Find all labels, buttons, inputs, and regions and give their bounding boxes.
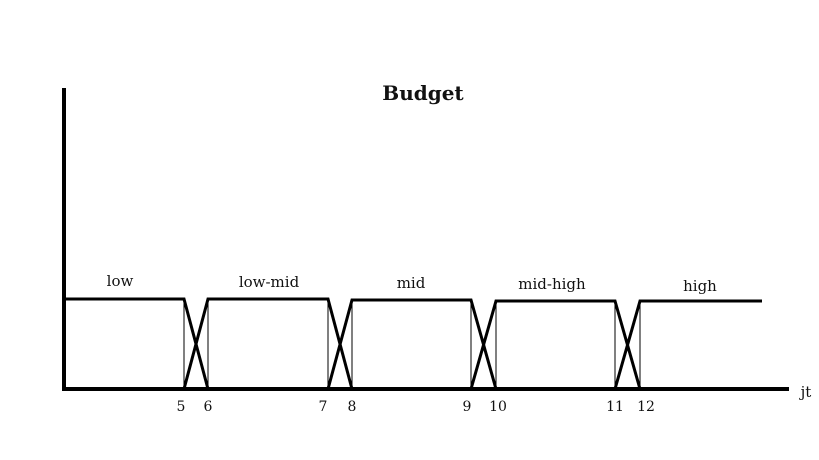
tick-label: 9 [462,399,472,415]
tick-label: 6 [203,399,213,415]
breakpoint-guides [184,299,640,388]
set-label-mid: mid [396,274,426,292]
tick-label: 11 [606,399,624,415]
mf-low-mid [184,299,352,389]
set-label-mid-high: mid-high [518,275,586,293]
tick-label: 8 [347,399,357,415]
tick-label: 7 [318,399,328,415]
membership-functions [64,299,762,389]
diagram-title: Budget [382,81,464,105]
tick-label: 12 [637,399,655,415]
x-unit-label: jt [800,383,812,401]
tick-label: 5 [176,399,186,415]
set-label-low: low [106,272,134,290]
set-label-low-mid: low-mid [238,273,300,291]
tick-label: 10 [489,399,507,415]
set-label-high: high [683,277,717,295]
